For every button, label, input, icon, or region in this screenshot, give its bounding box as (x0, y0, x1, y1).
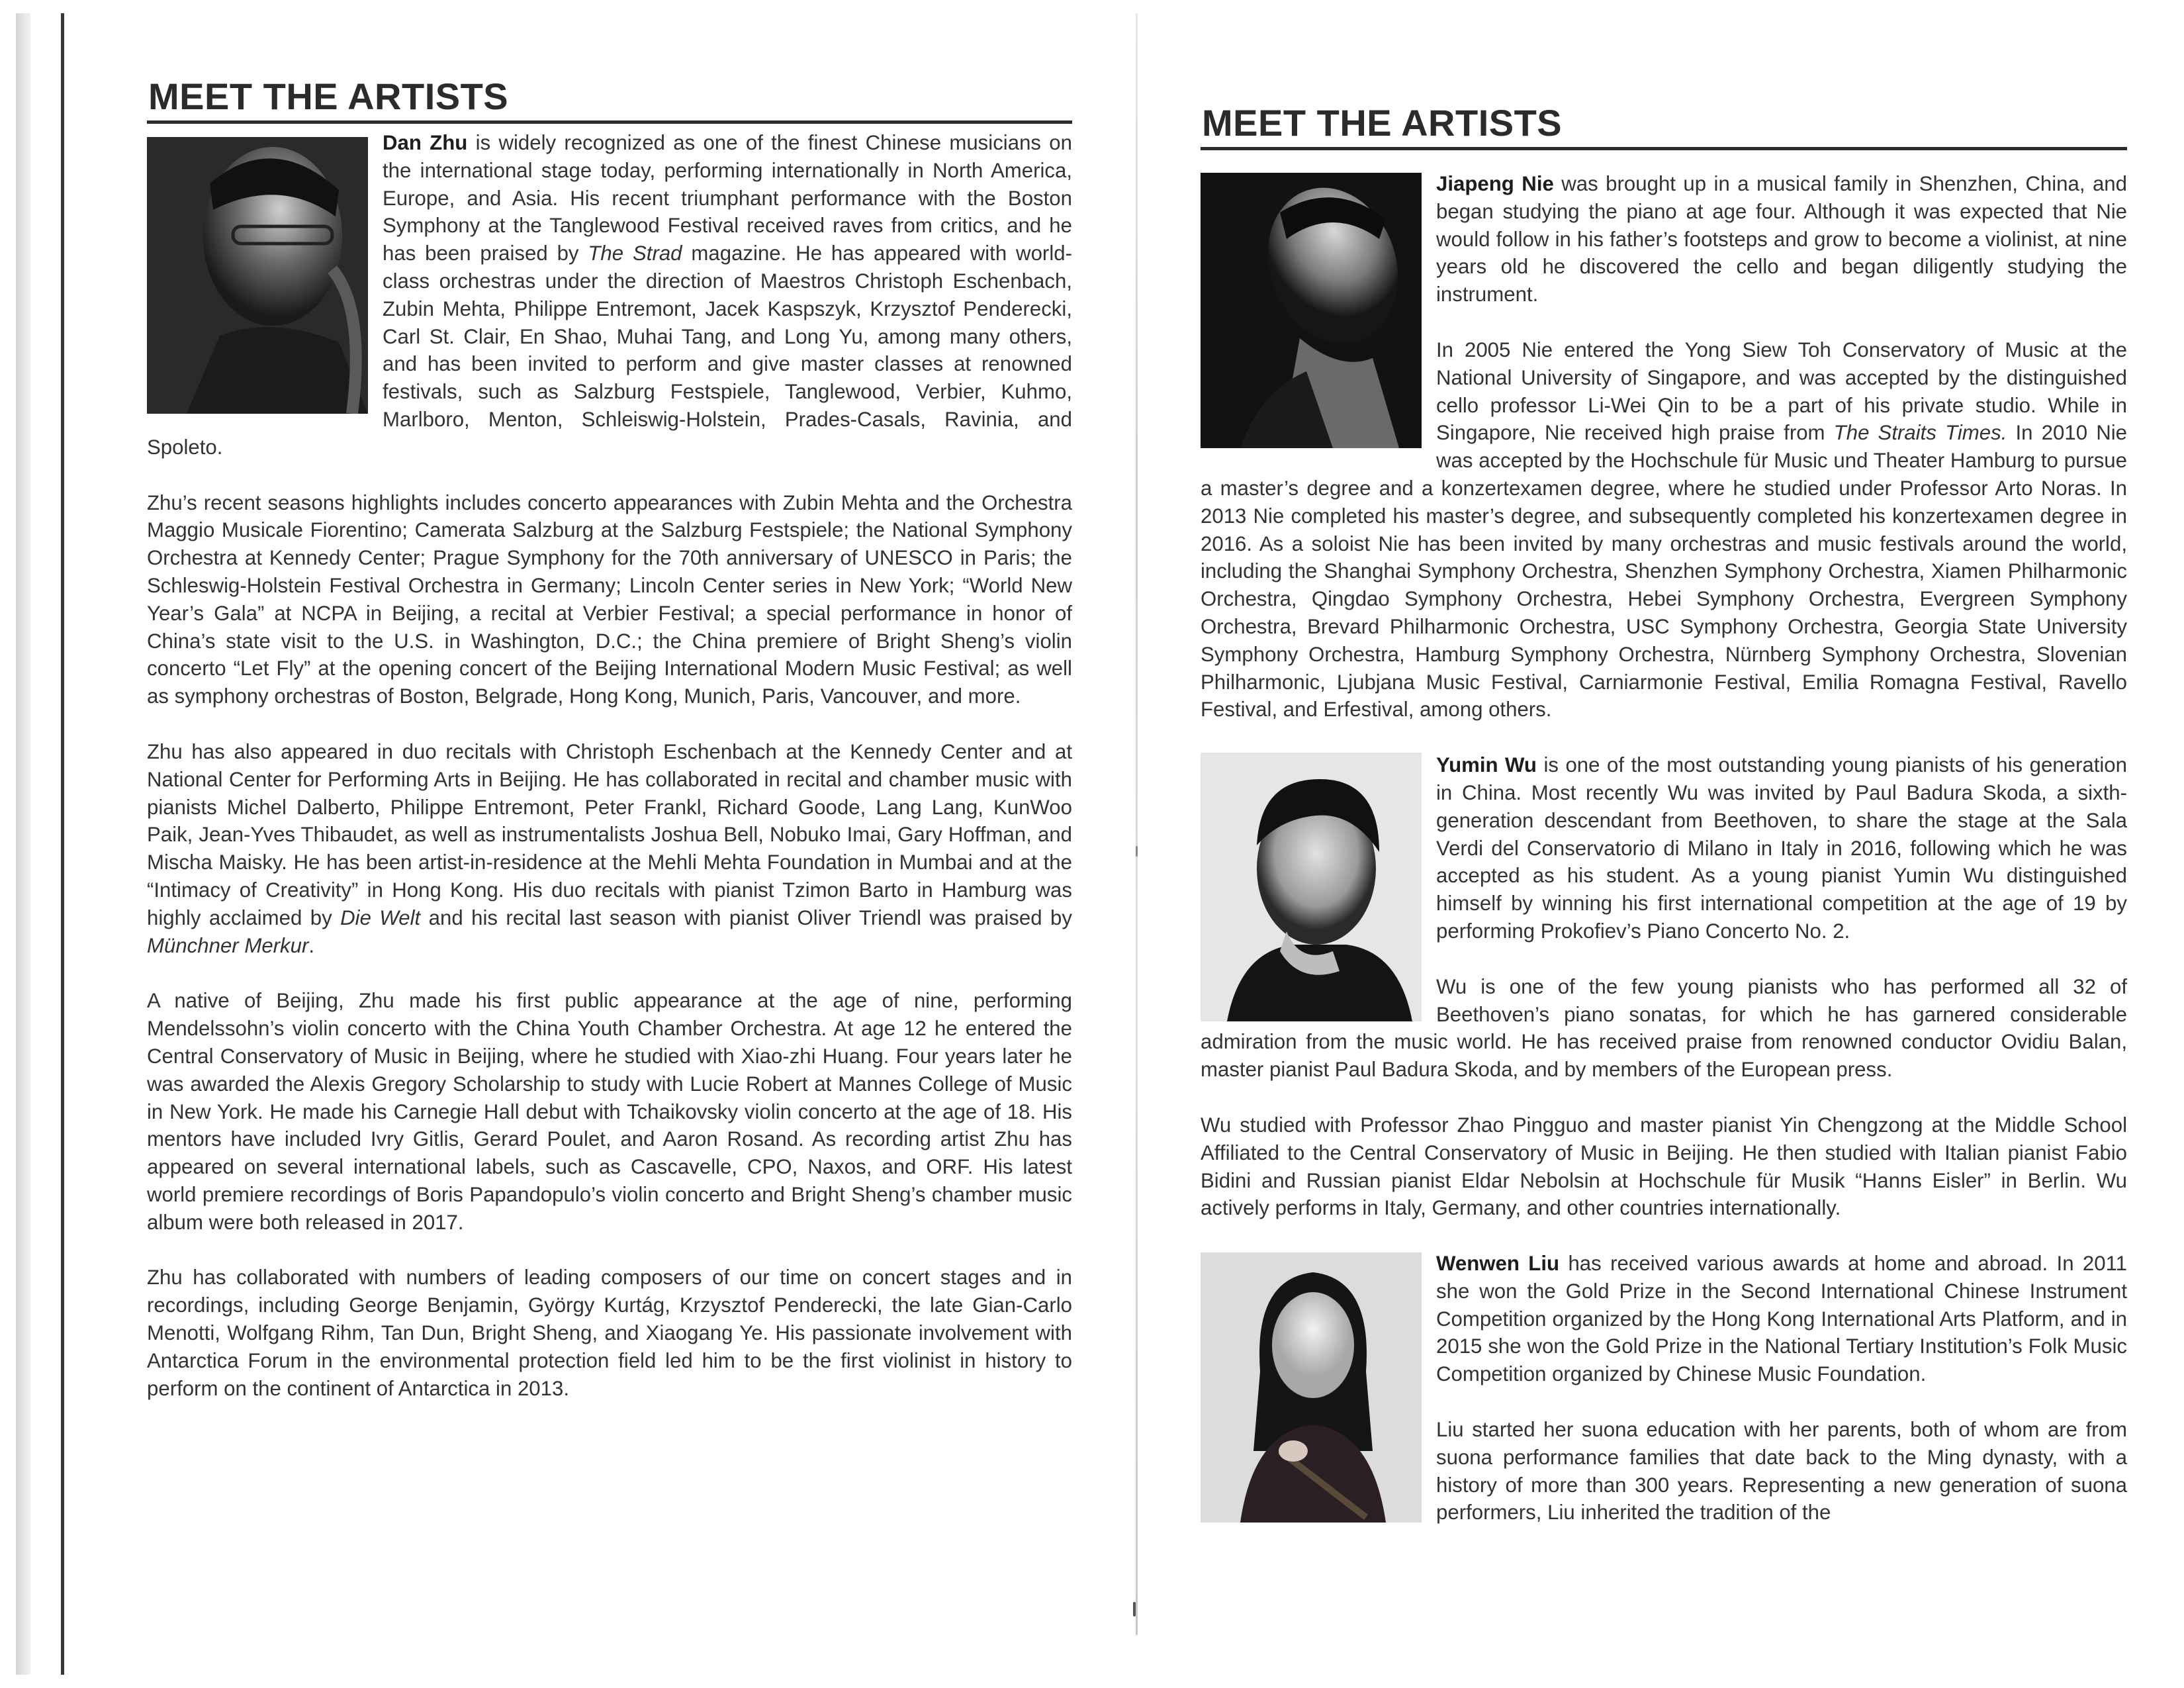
publication-title: The Straits Times. (1833, 421, 2007, 445)
artist-name-wenwen-liu: Wenwen Liu (1436, 1252, 1560, 1276)
page-heading: MEET THE ARTISTS (1201, 105, 2127, 150)
bio-paragraph: Zhu’s recent seasons highlights includes concerto appearances with Zubin Mehta and the Orchestra Maggio Musicale Fiorentino; Camerata Salzburg at the Salzburg Festspiele; the National Symphony Orchestra at Kennedy Center; Prague Symphony for the 70th anniversary of UNESCO in Paris; the Schleswig-Holstein Festival Orchestra in Germany; Lincoln Center series in New York; “World New Year’s Gala” at NCPA in Beijing, a recital at Verbier Festival; a special performance in honor of China’s state visit to the U.S. in Washington, D.C.; the China premiere of Bright Sheng’s violin concerto “Let Fly” at the opening concert of the Beijing International Modern Music Festival; as well as symphony orchestras of Boston, Belgrade, Hong Kong, Munich, Paris, Vancouver, and more. (147, 491, 1072, 708)
artist-photo-yumin-wu (1201, 753, 1422, 1021)
artist-photo-wenwen-liu (1201, 1252, 1422, 1523)
artist-name-jiapeng-nie: Jiapeng Nie (1436, 172, 1554, 195)
publication-title: Die Welt (340, 906, 421, 929)
publication-title: Münchner Merkur (147, 933, 309, 957)
bio-text: magazine. He has appeared with world-class orchestras under the direction of Maestros Christoph Eschenbach, Zubin Mehta, Philippe Entremont, Jacek Kaspszyk, Krzysztof Penderecki, Carl St. Clair, En Shao, Muhai Tang, and Long Yu, among many others, and has been invited to perform and give master classes at renowned festivals, such as Salzburg Festspiele, Tanglewood, Verbier, Kuhmo, Marlboro, Menton, Schleiswig-Holstein, Prades-Casals, Ravinia, and Spoleto. (147, 242, 1072, 459)
publication-title: The Strad (588, 242, 682, 265)
bio-paragraph: Liu started her suona education with her parents, both of whom are from suona performance families that date back to the Ming dynasty, with a history of more than 300 years. Representing a new generation of suona performers, Liu inherited the tradition of the (1436, 1418, 2127, 1524)
bio-paragraph: A native of Beijing, Zhu made his first public appearance at the age of nine, performing Mendelssohn’s violin concerto with the China Youth Chamber Orchestra. At age 12 he entered the Central Conservatory of Music in Beijing, where he studied with Xiao-zhi Huang. Four years later he was awarded the Alexis Gregory Scholarship to study with Lucie Robert at Mannes College of Music in New York. He made his Carnegie Hall debut with Tchaikovsky violin concerto at the age of 18. His mentors have included Ivry Gitlis, Gerard Poulet, and Aaron Rosand. As recording artist Zhu has appeared on several international labels, such as Cascavelle, CPO, Naxos, and ORF. His latest world premiere recordings of Boris Papandopulo’s violin concerto and Bright Sheng’s chamber music album were both released in 2017. (147, 989, 1072, 1234)
bio-wenwen-liu: Wenwen Liu has received various awards at home and abroad. In 2011 she won the Gold Prize in the Second International Chinese Instrument Competition organized by the Hong Kong International Arts Platform, and in 2015 she won the Gold Prize in the National Tertiary Institution’s Folk Music Competition organized by Chinese Music Foundation. Liu started her suona education with her parents, both of whom are from suona performance families that date back to the Ming dynasty, with a history of more than 300 years. Representing a new generation of suona performers, Liu inherited the tradition of the (1201, 1250, 2127, 1526)
bio-yumin-wu: Yumin Wu is one of the most outstanding young pianists of his generation in China. Most recently Wu was invited by Paul Badura Skoda, a sixth-generation descendant from Beethoven, to share the stage at the Sala Verdi del Conservatorio di Milano in Italy in 2016, following which he was accepted as his student. As a young pianist Yumin Wu distinguished himself by winning his first international competition at the age of 19 by performing Prokofiev’s Piano Concerto No. 2. Wu is one of the few young pianists who has performed all 32 of Beethoven’s piano sonatas, for which he has garnered considerable admiration from the music world. He has received praise from renowned conductor Ovidiu Balan, master pianist Paul Badura Skoda, and by members of the European press. Wu studied with Professor Zhao Pingguo and master pianist Yin Chengzong at the Middle School Affiliated to the Central Conservatory of Music in Beijing. He then studied with Italian pianist Fabio Bidini and Russian pianist Eldar Nebolsin at Hochschule für Musik “Hanns Eisler” in Berlin. Wu actively performs in Italy, Germany, and other countries internationally. (1201, 751, 2127, 1222)
page-heading: MEET THE ARTISTS (147, 78, 1072, 124)
left-page (147, 75, 1072, 1430)
bio-paragraph: Wu is one of the few young pianists who has performed all 32 of Beethoven’s piano sonatas, for which he has garnered considerable admiration from the music world. He has received praise from renowned conductor Ovidiu Balan, master pianist Paul Badura Skoda, and by members of the European press. (1201, 974, 2127, 1082)
bio-dan-zhu (147, 129, 1072, 1402)
bio-paragraph: In 2005 Nie entered the Yong Siew Toh Conservatory of Music at the National University of Singapore, and was accepted by the distinguished cello professor Li-Wei Qin to be a part of his private studio. While in Singapore, Nie received high praise from The Straits Times. In 2010 Nie was accepted by the Hochschule für Music und Theater Hamburg to pursue a master’s degree and a konzertexamen degree, where he studied under Professor Arto Noras. In 2013 Nie completed his master’s degree, and subsequently completed his konzertexamen degree in 2016. As a soloist Nie has been invited by many orchestras and music festivals around the world, including the Shanghai Symphony Orchestra, Shenzhen Symphony Orchestra, Xiamen Philharmonic Orchestra, Qingdao Symphony Orchestra, Hebei Symphony Orchestra, Evergreen Symphony Orchestra, Brevard Philharmonic Orchestra, USC Symphony Orchestra, Georgia State University Symphony Orchestra, Hamburg Symphony Orchestra, Nürnberg Symphony Orchestra, Slovenian Philharmonic, Ljubjana Music Festival, Carniarmonie Festival, Emilia Romagna Festival, Ravello Festival, and Erfestival, among others. (1201, 338, 2127, 722)
bio-text: is widely recognized as one of the finest Chinese musicians on the international stage today, performing internationally in North America, Europe, and Asia. His recent triumphant performance with the Boston Symphony at the Tanglewood Festival received raves from critics, and he has been praised by (383, 131, 1072, 265)
binding-rule (61, 13, 64, 1675)
scan-speck (1136, 846, 1138, 857)
page-edge-shadow (16, 13, 30, 1675)
bio-jiapeng-nie: Jiapeng Nie was brought up in a musical family in Shenzhen, China, and began studying the piano at age four. Although it was expected that Nie would follow in his father’s footsteps and grow to become a violinist, at nine years old he discovered the cello and began diligently studying the instrument. In 2005 Nie entered the Yong Siew Toh Conservatory of Music at the National University of Singapore, and was accepted by the distinguished cello professor Li-Wei Qin to be a part of his private studio. While in Singapore, Nie received high praise from The Straits Times. In 2010 Nie was accepted by the Hochschule für Music und Theater Hamburg to pursue a master’s degree and a konzertexamen degree, where he studied under Professor Arto Noras. In 2013 Nie completed his master’s degree, and subsequently completed his konzertexamen degree in 2016. As a soloist Nie has been invited by many orchestras and music festivals around the world, including the Shanghai Symphony Orchestra, Shenzhen Symphony Orchestra, Xiamen Philharmonic Orchestra, Qingdao Symphony Orchestra, Hebei Symphony Orchestra, Evergreen Symphony Orchestra, Brevard Philharmonic Orchestra, USC Symphony Orchestra, Georgia State University Symphony Orchestra, Hamburg Symphony Orchestra, Nürnberg Symphony Orchestra, Slovenian Philharmonic, Ljubjana Music Festival, Carniarmonie Festival, Emilia Romagna Festival, Ravello Festival, and Erfestival, among others. (1201, 170, 2127, 724)
right-page (1201, 102, 2127, 1554)
artist-name-dan-zhu: Dan Zhu (383, 131, 468, 154)
scan-speck (1133, 1602, 1136, 1617)
bio-paragraph: Wu studied with Professor Zhao Pingguo and master pianist Yin Chengzong at the Middle School Affiliated to the Central Conservatory of Music in Beijing. He then studied with Italian pianist Fabio Bidini and Russian pianist Eldar Nebolsin at Hochschule für Musik “Hanns Eisler” in Berlin. Wu actively performs in Italy, Germany, and other countries internationally. (1201, 1113, 2127, 1220)
bio-paragraph: Zhu has also appeared in duo recitals with Christoph Eschenbach at the Kennedy Center and at National Center for Performing Arts in Beijing. He has collaborated in recital and chamber music with pianists Michel Dalberto, Philippe Entremont, Peter Frankl, Richard Goode, Lang Lang, KunWoo Paik, Jean-Yves Thibaudet, as well as instrumentalists Joshua Bell, Nobuko Imai, Gary Hoffman, and Mischa Maisky. He has been artist-in-residence at the Mehli Mehta Foundation in Mumbai and at the “Intimacy of Creativity” in Hong Kong. His duo recitals with pianist Tzimon Barto in Hamburg was highly acclaimed by Die Welt and his recital last season with pianist Oliver Triendl was praised by Münchner Merkur. (147, 739, 1072, 957)
artist-photo-dan-zhu (147, 137, 368, 414)
center-fold (1136, 13, 1138, 1635)
bio-paragraph: Zhu has collaborated with numbers of leading composers of our time on concert stages and in recordings, including George Benjamin, György Kurtág, Krzysztof Penderecki, the late Gian-Carlo Menotti, Wolfgang Rihm, Tan Dun, Bright Sheng, and Xiaogang Ye. His passionate involvement with Antarctica Forum in the environmental protection field led him to be the first violinist in history to perform on the continent of Antarctica in 2013. (147, 1266, 1072, 1400)
artist-name-yumin-wu: Yumin Wu (1436, 753, 1537, 777)
artist-photo-jiapeng-nie (1201, 173, 1422, 448)
